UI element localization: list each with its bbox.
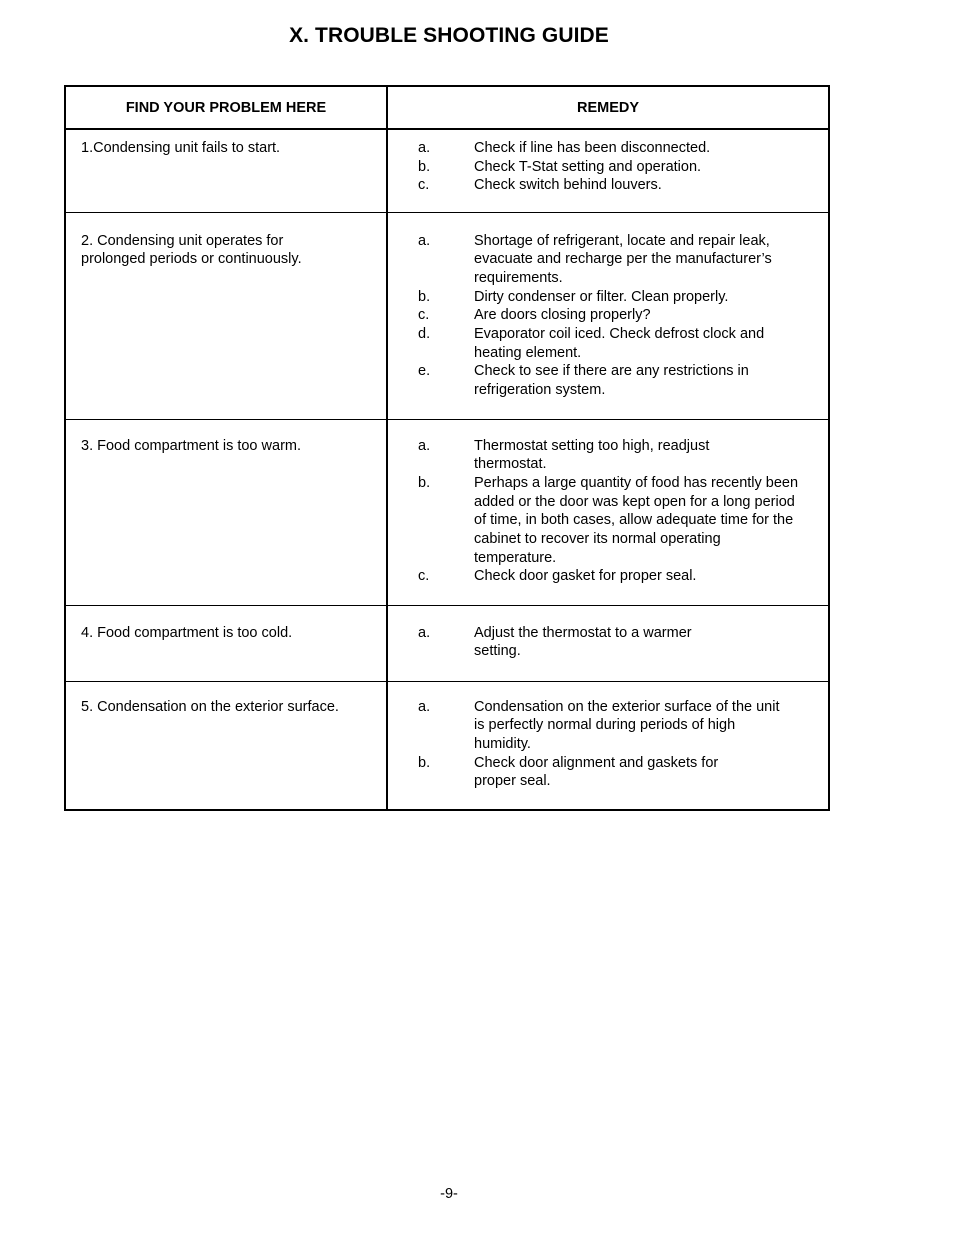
problem-cell [65, 212, 387, 419]
remedy-letter: a. [418, 624, 431, 641]
remedy-item [388, 624, 828, 661]
remedy-letter: c. [418, 177, 430, 194]
remedy-letter: a. [418, 698, 431, 715]
remedy-text: Evaporator coil iced. Check defrost clock and heating element. [474, 326, 765, 361]
remedy-letter: b. [418, 754, 431, 771]
remedy-text: Adjust the thermostat to a warmer setting. [474, 624, 692, 660]
remedy-item [388, 754, 828, 791]
remedy-item [388, 325, 828, 362]
remedy-cell [387, 605, 829, 681]
problem-cell [65, 605, 387, 681]
remedy-list [388, 139, 828, 195]
remedy-item [388, 232, 828, 288]
remedy-text: Check if line has been disconnected. [474, 140, 711, 156]
remedy-letter: b. [418, 158, 431, 175]
remedy-item [388, 362, 828, 399]
remedy-text: Condensation on the exterior surface of the unit is perfectly normal during periods of high humidity. [474, 698, 780, 752]
problem-cell [65, 129, 387, 212]
remedy-text: Check door alignment and gaskets for proper seal. [474, 754, 719, 790]
remedy-text: Thermostat setting too high, readjust thermostat. [474, 437, 710, 473]
problem-text: 2. Condensing unit operates for prolonged periods or continuously. [81, 232, 302, 268]
remedy-letter: a. [418, 437, 431, 454]
problem-text: 4. Food compartment is too cold. [81, 624, 293, 641]
remedy-letter: d. [418, 326, 431, 343]
page-title: X. TROUBLE SHOOTING GUIDE [289, 24, 609, 47]
remedy-item [388, 567, 828, 586]
remedy-letter: c. [418, 568, 430, 585]
remedy-list [388, 437, 828, 587]
remedy-text: Check T-Stat setting and operation. [474, 158, 702, 175]
remedy-item [388, 176, 828, 195]
remedy-text: Check to see if there are any restrictions in refrigeration system. [474, 363, 749, 399]
remedy-item [388, 698, 828, 754]
table-row [65, 605, 829, 681]
problem-text: 5. Condensation on the exterior surface. [81, 698, 339, 715]
problem-text: 3. Food compartment is too warm. [81, 437, 301, 454]
remedy-cell [387, 212, 829, 419]
remedy-cell [387, 681, 829, 810]
remedy-cell [387, 419, 829, 605]
table-header-row [65, 86, 829, 129]
remedy-text: Check switch behind louvers. [474, 177, 662, 194]
remedy-item [388, 139, 828, 158]
remedy-text: Are doors closing properly? [474, 307, 651, 324]
page-number: -9- [440, 1186, 458, 1202]
remedy-letter: c. [418, 307, 430, 324]
remedy-cell [387, 129, 829, 212]
remedy-item [388, 437, 828, 474]
header-problem: FIND YOUR PROBLEM HERE [65, 86, 387, 129]
problem-text: 1.Condensing unit fails to start. [81, 140, 281, 156]
problem-cell [65, 681, 387, 810]
remedy-item [388, 288, 828, 307]
remedy-item [388, 158, 828, 177]
remedy-letter: b. [418, 474, 431, 491]
header-remedy: REMEDY [387, 86, 829, 129]
remedy-text: Dirty condenser or filter. Clean properly. [474, 288, 729, 305]
remedy-text: Check door gasket for proper seal. [474, 568, 697, 585]
table-row [65, 212, 829, 419]
remedy-letter: a. [418, 140, 431, 156]
remedy-letter: a. [418, 232, 431, 249]
troubleshooting-table [64, 85, 830, 811]
table-row [65, 419, 829, 605]
remedy-list [388, 232, 828, 400]
remedy-item [388, 306, 828, 325]
remedy-list [388, 698, 828, 792]
remedy-text: Shortage of refrigerant, locate and repair leak, evacuate and recharge per the manufacturer’s requirements. [474, 232, 772, 286]
table-row [65, 681, 829, 810]
remedy-letter: b. [418, 288, 431, 305]
problem-cell [65, 419, 387, 605]
table-row [65, 129, 829, 212]
remedy-text: Perhaps a large quantity of food has recently been added or the door was kept open for a long period of time, in both cases, allow adequate time for the cabinet to recover its normal operating temperature. [474, 474, 799, 566]
remedy-letter: e. [418, 363, 431, 380]
remedy-item [388, 474, 828, 568]
remedy-list [388, 624, 828, 661]
